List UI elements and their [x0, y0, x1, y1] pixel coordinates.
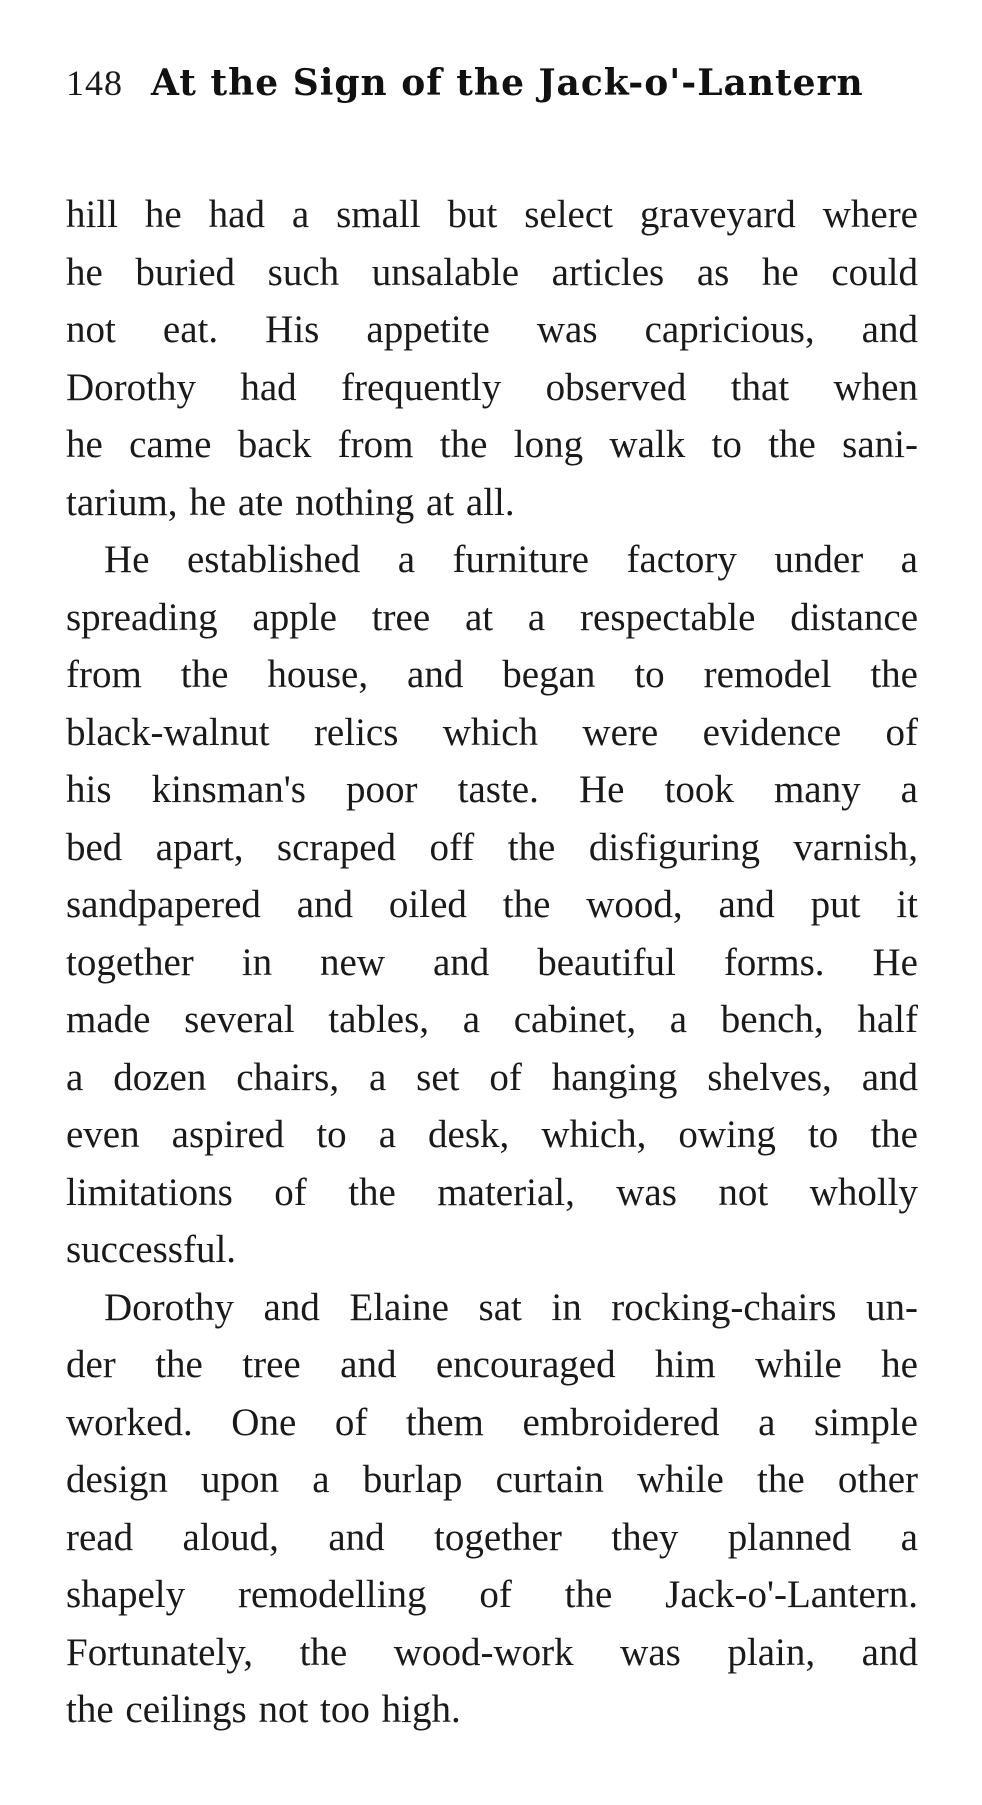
text-line: black-walnut relics which were evidence of [66, 710, 918, 754]
text-line: der the tree and encouraged him while he [66, 1343, 918, 1386]
running-head [66, 62, 864, 122]
body-text [66, 186, 918, 1739]
text-line: limitations of the material, was not wholly [66, 1170, 918, 1214]
text-line: sandpapered and oiled the wood, and put it [66, 883, 918, 926]
text-line: the ceilings not too high. [66, 1688, 461, 1731]
text-line: spreading apple tree at a respectable distance [66, 595, 918, 639]
text-line: from the house, and began to remodel the [66, 653, 918, 696]
text-line: Fortunately, the wood-work was plain, and [66, 1630, 918, 1674]
text-line: Dorothy and Elaine sat in rocking-chairs un- [104, 1285, 918, 1329]
text-line: his kinsman's poor taste. He took many a [66, 768, 918, 811]
text-line: he came back from the long walk to the sani- [66, 423, 918, 466]
text-line: shapely remodelling of the Jack-o'-Lantern. [66, 1573, 918, 1616]
text-line: Dorothy had frequently observed that when [66, 365, 918, 409]
text-line: even aspired to a desk, which, owing to the [66, 1113, 918, 1156]
text-line: read aloud, and together they planned a [66, 1515, 918, 1559]
text-line: worked. One of them embroidered a simple [66, 1400, 918, 1444]
text-line: he buried such unsalable articles as he could [66, 250, 918, 294]
text-line: tarium, he ate nothing at all. [66, 480, 515, 524]
text-line: together in new and beautiful forms. He [66, 940, 918, 984]
text-line: bed apart, scraped off the disfiguring varnish, [66, 825, 918, 869]
text-line: a dozen chairs, a set of hanging shelves, and [66, 1055, 918, 1099]
text-line: made several tables, a cabinet, a bench, half [66, 998, 918, 1041]
running-title: At the Sign of the Jack-o'-Lantern [151, 62, 864, 104]
text-line: not eat. His appetite was capricious, and [66, 308, 918, 351]
text-line: successful. [66, 1228, 237, 1271]
page-number: 148 [66, 63, 123, 103]
text-line: design upon a burlap curtain while the other [66, 1458, 918, 1501]
text-line: He established a furniture factory under a [104, 538, 918, 581]
text-line: hill he had a small but select graveyard where [66, 193, 918, 236]
